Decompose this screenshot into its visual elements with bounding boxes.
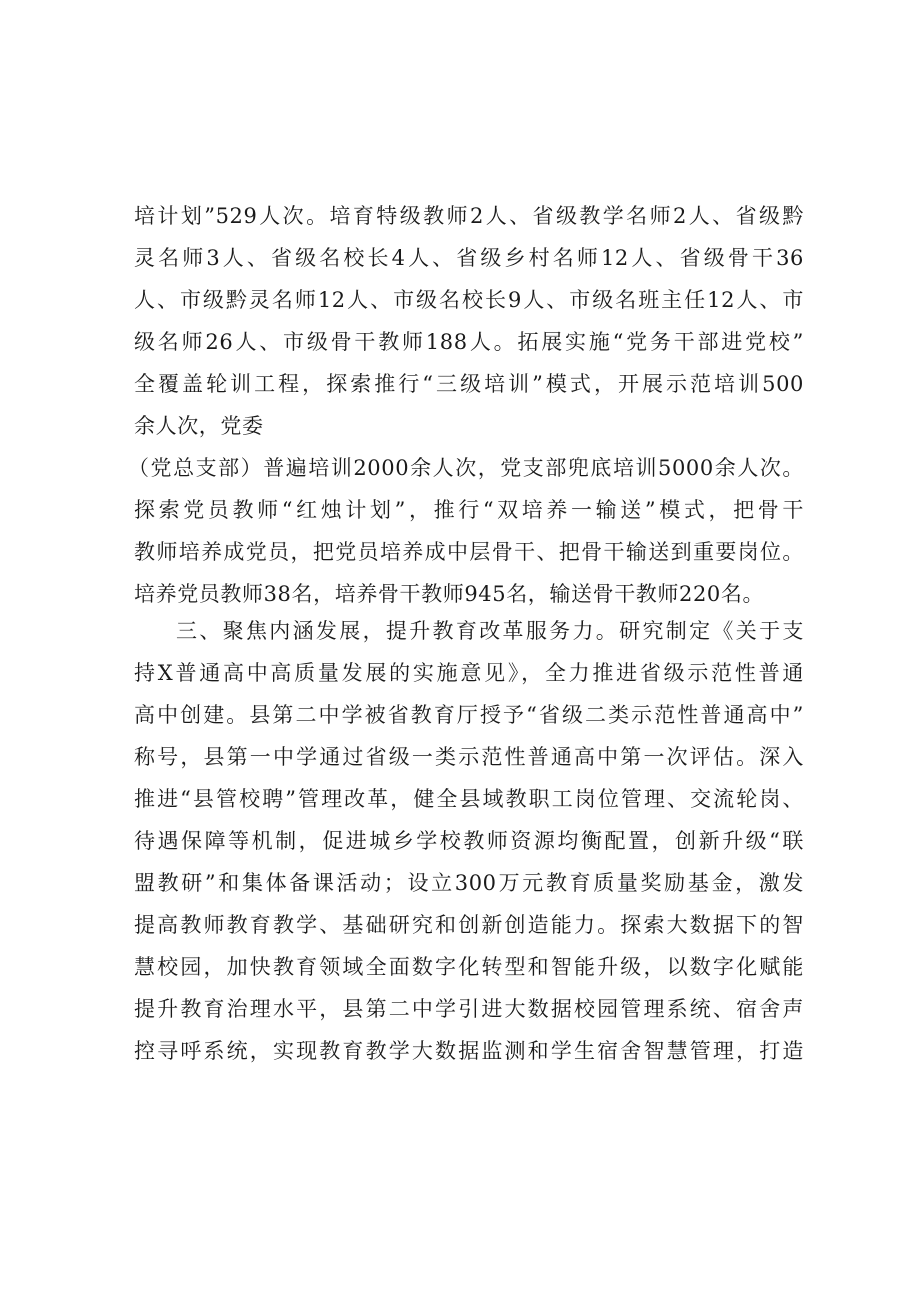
- text-line: 人、市级黔灵名师12人、市级名校长9人、市级名班主任12人、市: [134, 288, 804, 312]
- text-line: 培计划”529人次。培育特级教师2人、省级教学名师2人、省级黔: [134, 204, 804, 228]
- text-line: 待遇保障等机制，促进城乡学校教师资源均衡配置，创新升级“联: [134, 829, 804, 853]
- text-line: 三、聚焦内涵发展，提升教育改革服务力。研究制定《关于支: [176, 619, 804, 643]
- text-line: 高中创建。县第二中学被省教育厅授予“省级二类示范性普通高中”: [134, 703, 804, 727]
- paragraph-training: [128, 195, 804, 615]
- text-line: 级名师26人、市级骨干教师188人。拓展实施“党务干部进党校”: [134, 330, 804, 354]
- text-line: 慧校园，加快教育领域全面数字化转型和智能升级，以数字化赋能: [134, 955, 804, 979]
- text-line: 持X普通高中高质量发展的实施意见》，全力推进省级示范性普通: [134, 661, 804, 685]
- text-line: 余人次，党委: [134, 414, 264, 438]
- text-line: 称号，县第一中学通过省级一类示范性普通高中第一次评估。深入: [134, 745, 804, 769]
- text-line: 探索党员教师“红烛计划”，推行“双培养一输送”模式，把骨干: [134, 498, 804, 522]
- text-line: 灵名师3人、省级名校长4人、省级乡村名师12人、省级骨干36: [134, 246, 804, 270]
- text-line: （党总支部）普遍培训2000余人次，党支部兜底培训5000余人次。: [128, 456, 804, 480]
- text-line: 全覆盖轮训工程，探索推行“三级培训”模式，开展示范培训500: [134, 372, 804, 396]
- text-line: 提升教育治理水平，县第二中学引进大数据校园管理系统、宿舍声: [134, 997, 804, 1021]
- text-line: 盟教研”和集体备课活动；设立300万元教育质量奖励基金，激发: [134, 871, 804, 895]
- text-line: 控寻呼系统，实现教育教学大数据监测和学生宿舍智慧管理，打造: [134, 1039, 804, 1063]
- text-line: 教师培养成党员，把党员培养成中层骨干、把骨干输送到重要岗位。: [134, 540, 804, 564]
- text-line: 推进“县管校聘”管理改革，健全县域教职工岗位管理、交流轮岗、: [134, 787, 804, 811]
- text-line: 提高教师教育教学、基础研究和创新创造能力。探索大数据下的智: [134, 913, 804, 937]
- text-line: 培养党员教师38名，培养骨干教师945名，输送骨干教师220名。: [134, 582, 765, 606]
- paragraph-reform: [134, 610, 804, 1072]
